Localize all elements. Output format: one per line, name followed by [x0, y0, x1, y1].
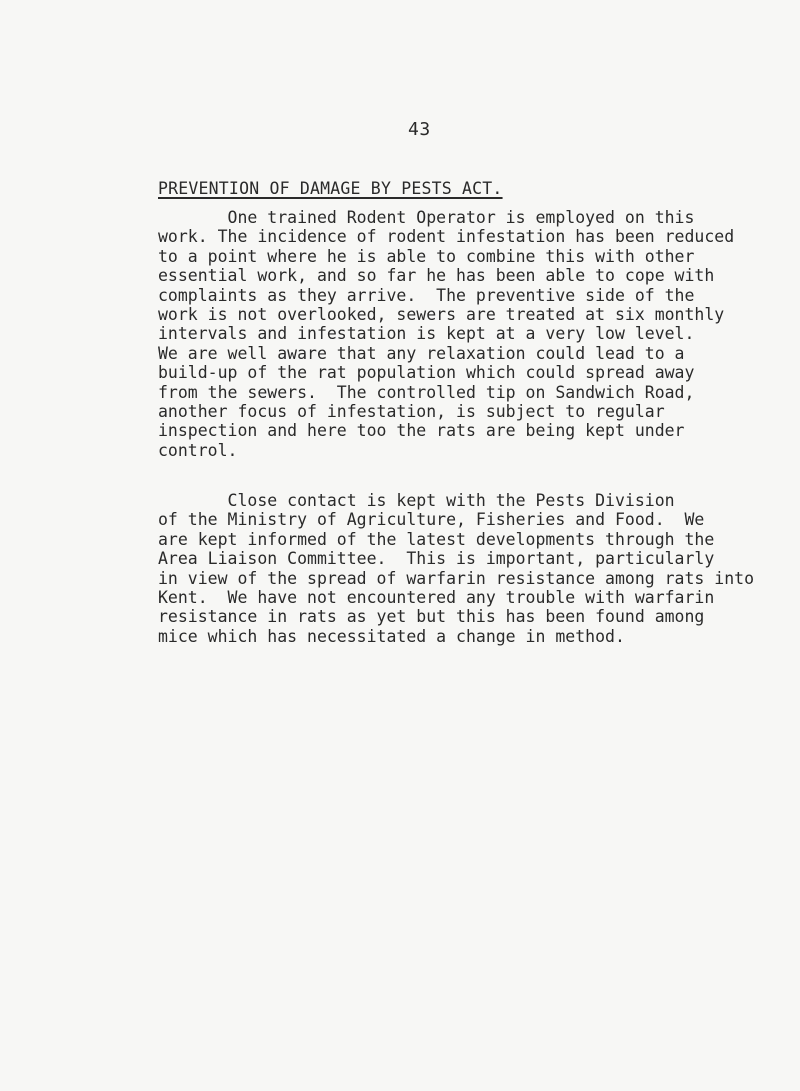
paragraph-line: are kept informed of the latest developments through the: [158, 529, 715, 549]
paragraph-line: Area Liaison Committee. This is important, particularly: [158, 549, 715, 569]
paragraph-line: inspection and here too the rats are being kept under: [158, 421, 685, 441]
paragraph-line: essential work, and so far he has been able to cope with: [158, 266, 715, 286]
page-number: 43: [408, 119, 431, 140]
paragraph-line: control.: [158, 440, 238, 460]
paragraph-line: another focus of infestation, is subject to regular: [158, 402, 665, 422]
paragraph-line: We are well aware that any relaxation could lead to a: [158, 343, 685, 363]
paragraph-line: Close contact is kept with the Pests Division: [158, 491, 675, 510]
paragraph-line: build-up of the rat population which could spread away: [158, 363, 695, 383]
paragraph-line: One trained Rodent Operator is employed on this: [158, 208, 695, 227]
section-heading: PREVENTION OF DAMAGE BY PESTS ACT.: [158, 179, 503, 198]
paragraph-line: in view of the spread of warfarin resistance among rats into: [158, 568, 755, 588]
paragraph-2: [158, 491, 754, 646]
paragraph-line: work is not overlooked, sewers are treated at six monthly: [158, 305, 725, 325]
paragraph-line: intervals and infestation is kept at a very low level.: [158, 324, 695, 344]
paragraph-line: Kent. We have not encountered any trouble with warfarin: [158, 588, 715, 608]
paragraph-line: work. The incidence of rodent infestation has been reduced: [158, 227, 735, 247]
paragraph-line: mice which has necessitated a change in method.: [158, 626, 625, 646]
paragraph-1: [158, 208, 734, 460]
paragraph-line: to a point where he is able to combine this with other: [158, 246, 695, 266]
paragraph-line: from the sewers. The controlled tip on Sandwich Road,: [158, 382, 695, 402]
paragraph-line: of the Ministry of Agriculture, Fisheries and Food. We: [158, 510, 705, 530]
paragraph-line: resistance in rats as yet but this has been found among: [158, 607, 705, 627]
paragraph-line: complaints as they arrive. The preventive side of the: [158, 285, 695, 305]
